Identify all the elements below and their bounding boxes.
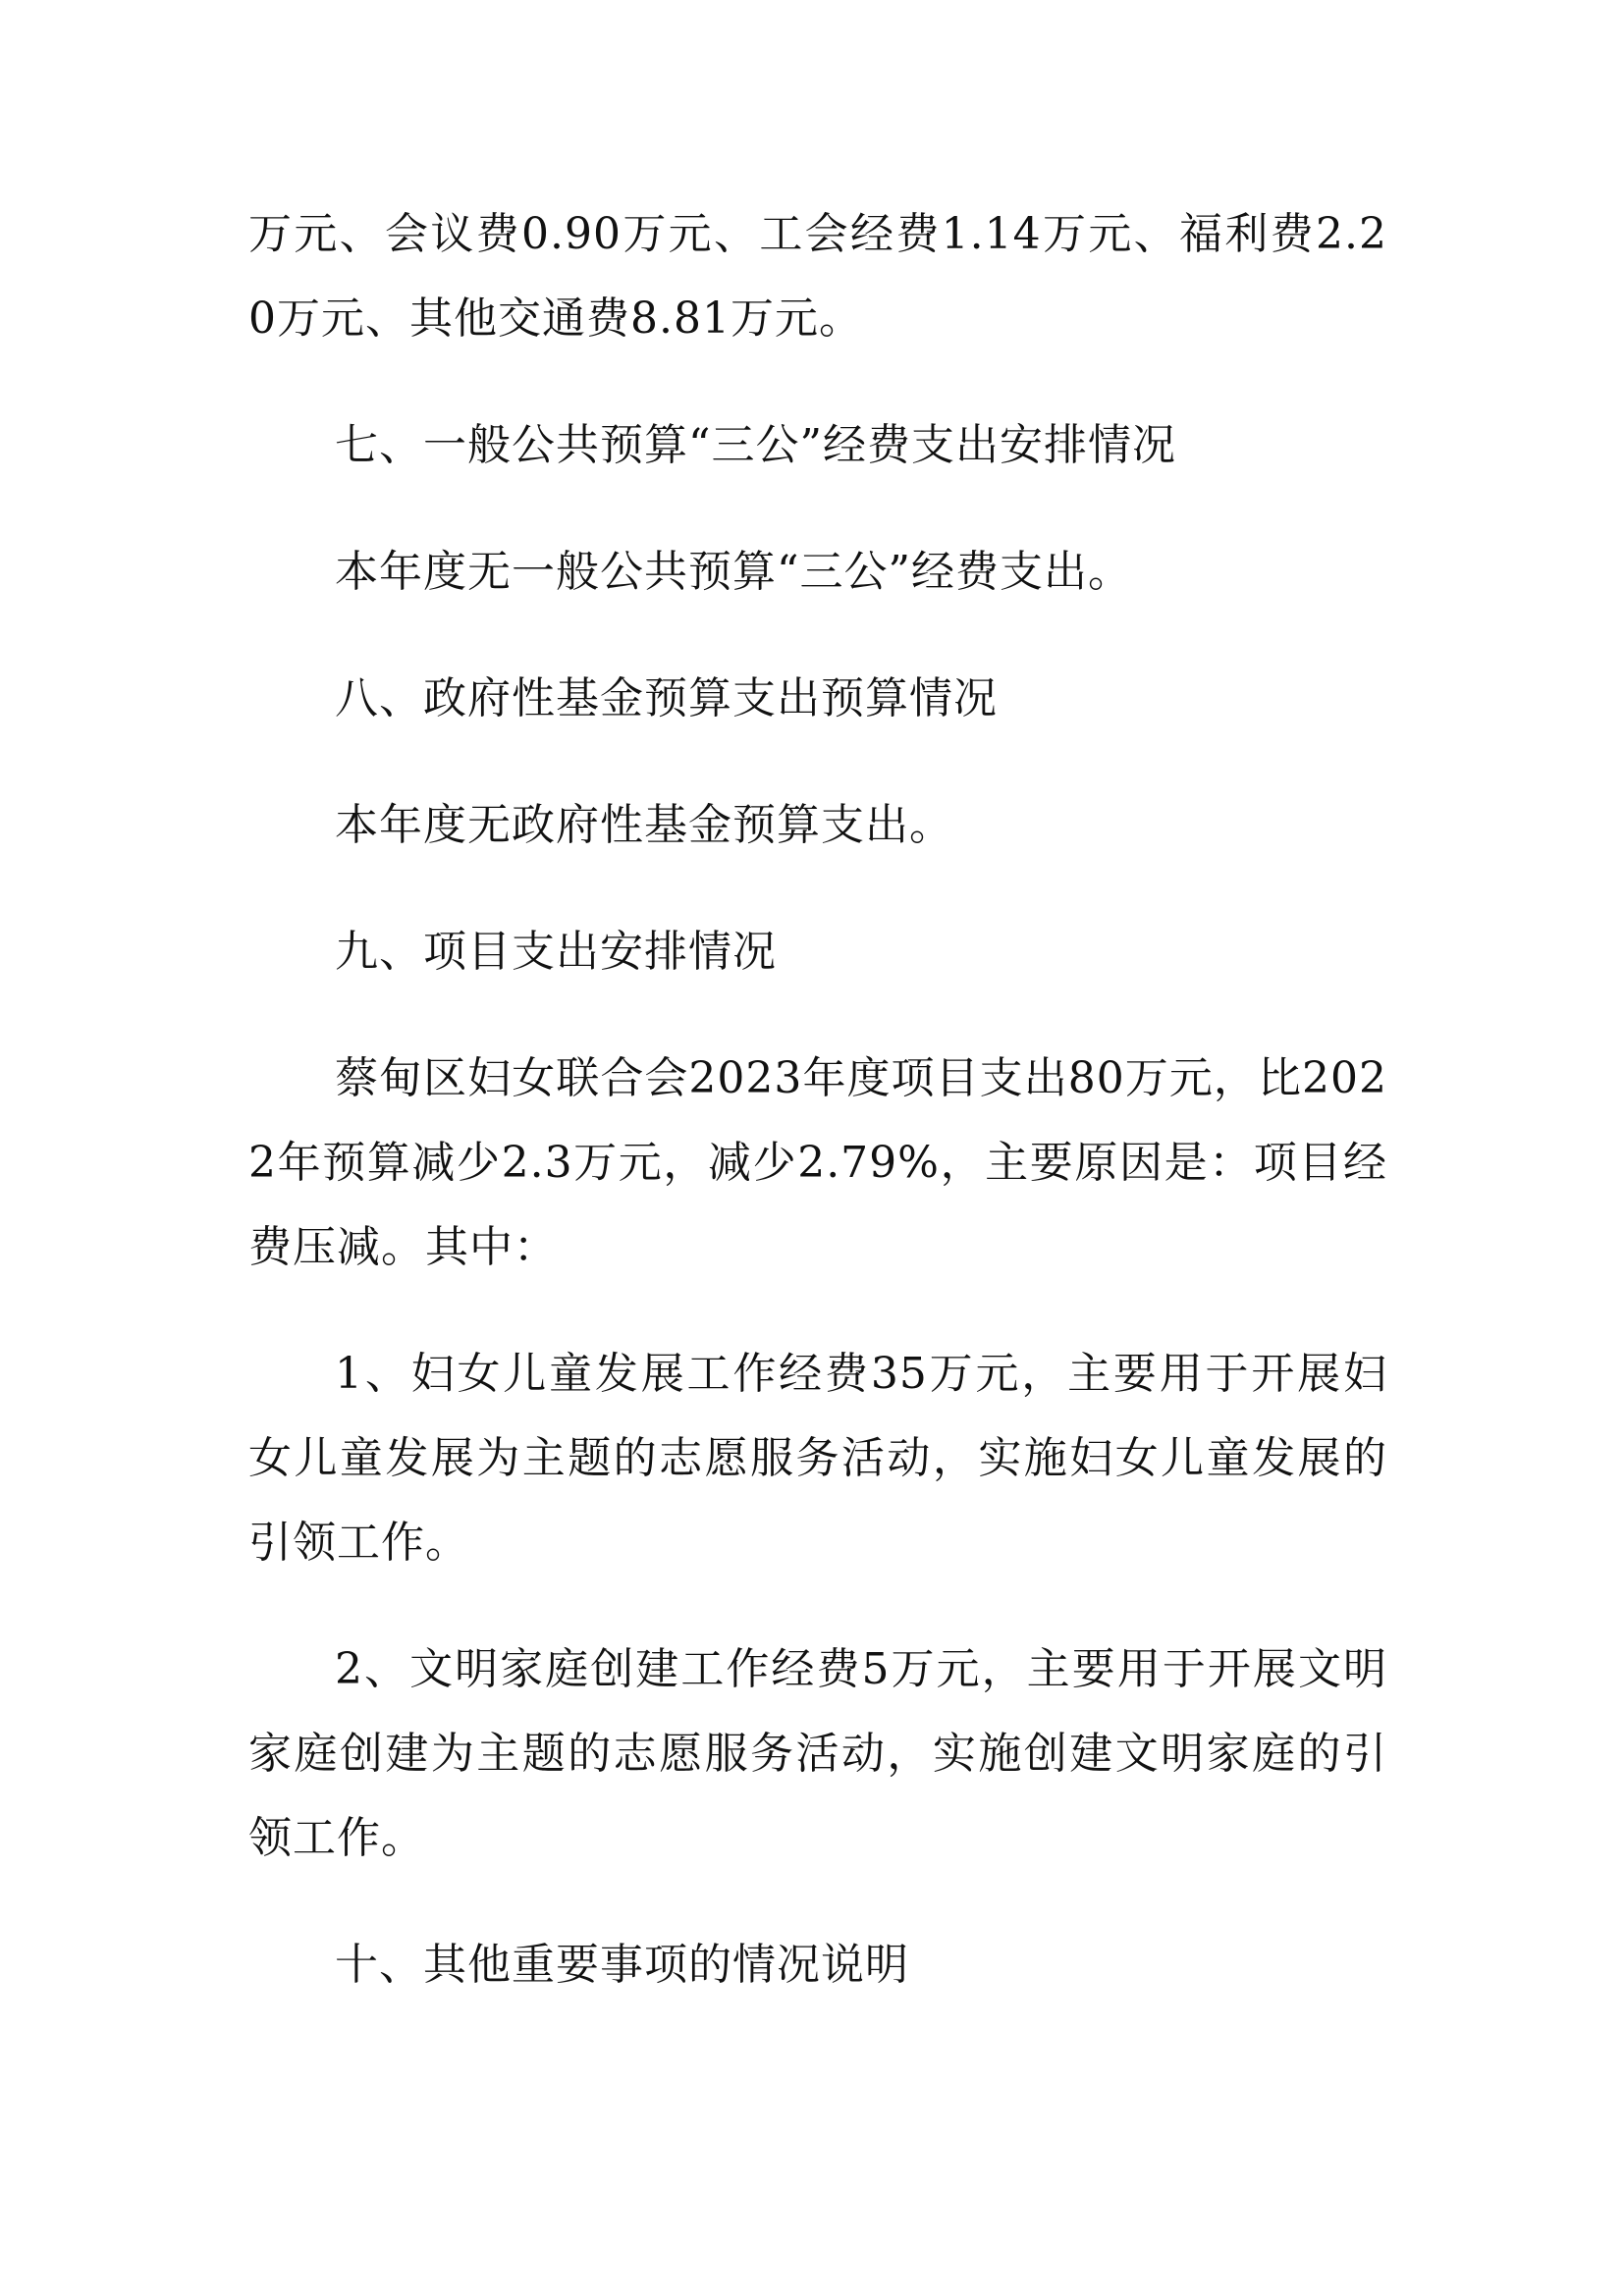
paragraph-government-fund: 本年度无政府性基金预算支出。 — [335, 800, 953, 850]
paragraph-three-public-expenses: 本年度无一般公共预算“三公”经费支出。 — [335, 547, 1132, 597]
section-heading-ten: 十、其他重要事项的情况说明 — [335, 1940, 909, 1990]
paragraph-project-expenditure: 蔡甸区妇女联合会2023年度项目支出80万元，比2022年预算减少2.3万元，减少2.79%，主要原因是：项目经费压减。其中： — [248, 1053, 1387, 1272]
list-item-women-children-fund: 1、妇女儿童发展工作经费35万元，主要用于开展妇女儿童发展为主题的志愿服务活动，实施妇女儿童发展的引领工作。 — [248, 1349, 1387, 1568]
paragraph-continued-expenses: 万元、会议费0.90万元、工会经费1.14万元、福利费2.20万元、其他交通费8.81万元。 — [248, 209, 1387, 344]
section-heading-nine: 九、项目支出安排情况 — [335, 927, 777, 977]
section-heading-seven: 七、一般公共预算“三公”经费支出安排情况 — [335, 420, 1176, 470]
list-item-civilized-family-fund: 2、文明家庭创建工作经费5万元，主要用于开展文明家庭创建为主题的志愿服务活动，实施创建文明家庭的引领工作。 — [248, 1644, 1387, 1863]
document-body — [248, 192, 1387, 2007]
section-heading-eight: 八、政府性基金预算支出预算情况 — [335, 673, 998, 723]
